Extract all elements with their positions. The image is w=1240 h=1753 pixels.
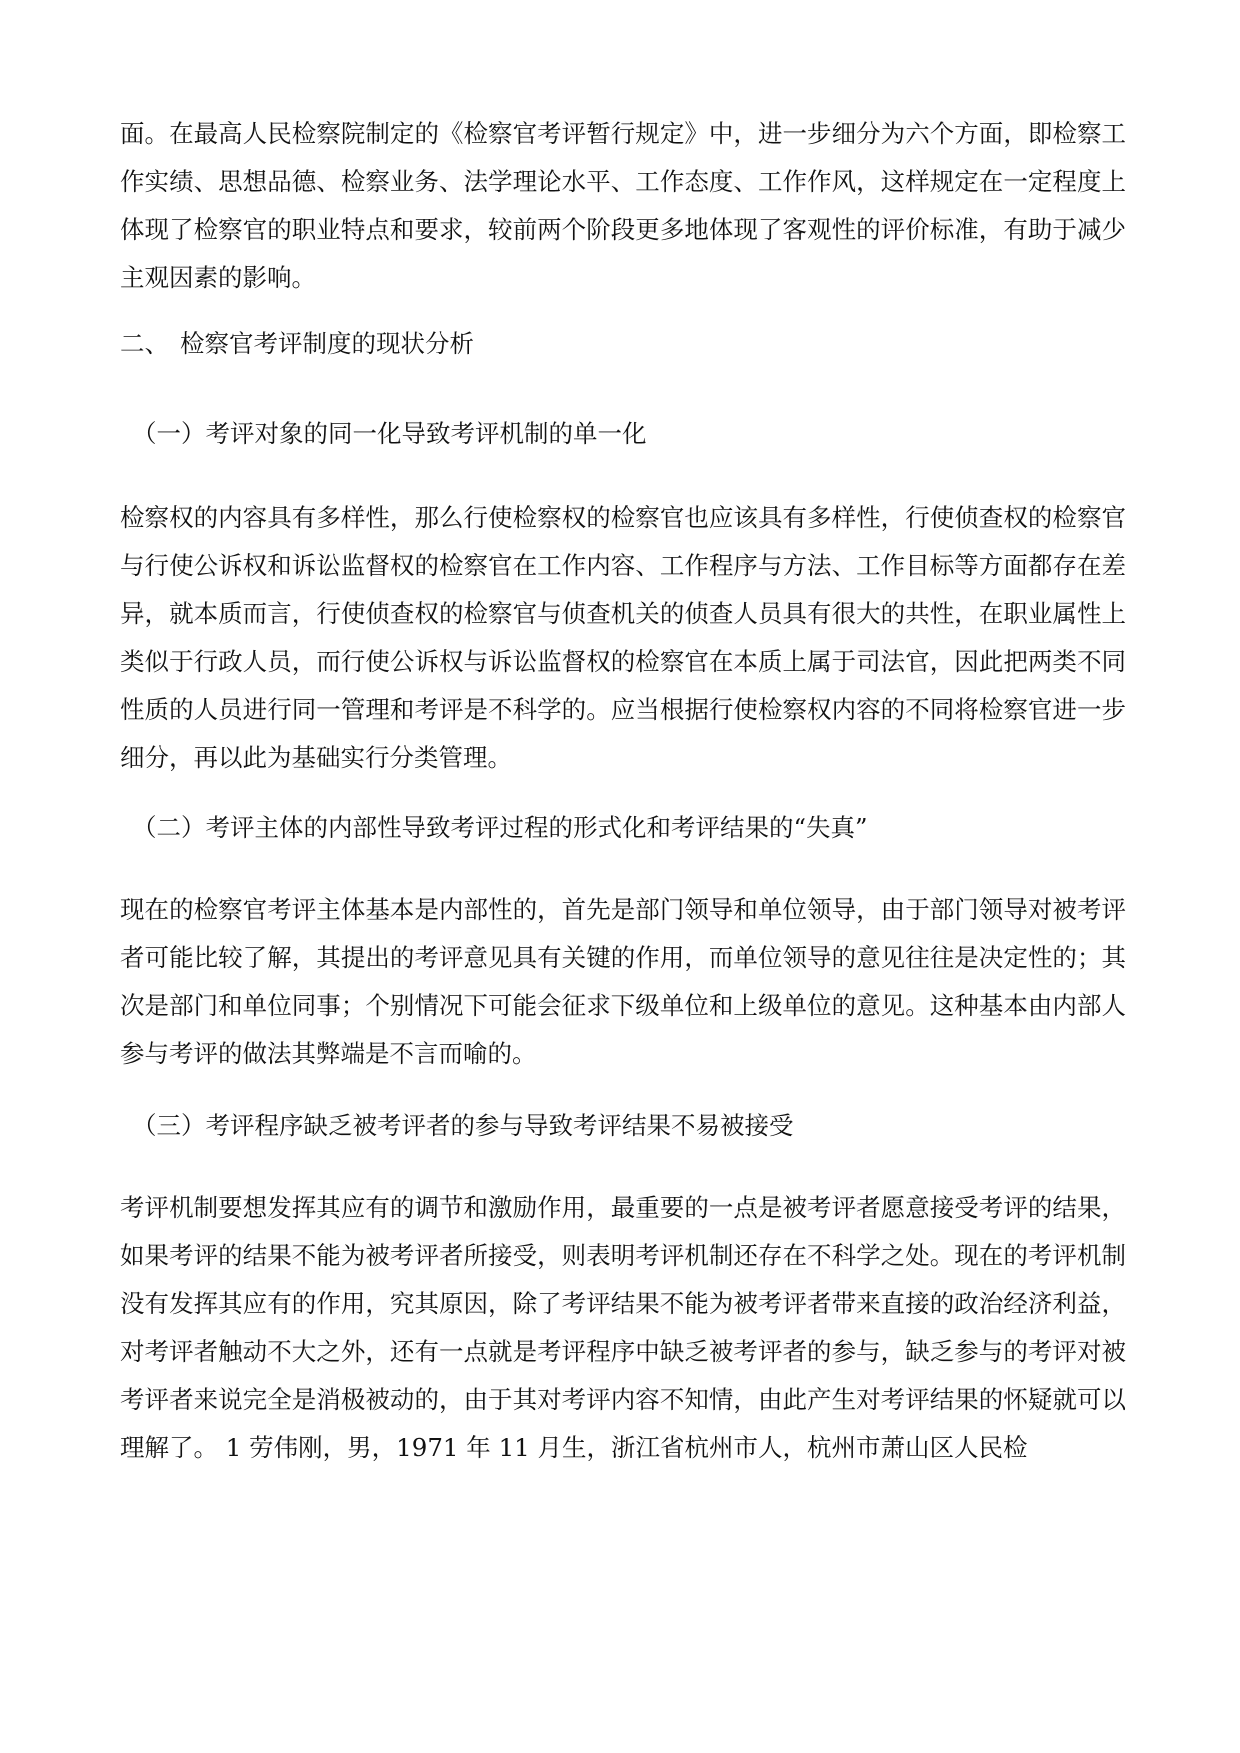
paragraph-subsection-1: 检察权的内容具有多样性，那么行使检察权的检察官也应该具有多样性，行使侦查权的检察官与行使公诉权和诉讼监督权的检察官在工作内容、工作程序与方法、工作目标等方面都存在差异，就本质而言，行使侦查权的检察官与侦查机关的侦查人员具有很大的共性，在职业属性上类似于行政人员，而行使公诉权与诉讼监督权的检察官在本质上属于司法官，因此把两类不同性质的人员进行同一管理和考评是不科学的。应当根据行使检察权内容的不同将检察官进一步细分，再以此为基础实行分类管理。 (120, 503, 1126, 772)
paragraph-intro-continuation: 面。在最高人民检察院制定的《检察官考评暂行规定》中，进一步细分为六个方面，即检察工作实绩、思想品德、检察业务、法学理论水平、工作态度、工作作风，这样规定在一定程度上体现了检察官的职业特点和要求，较前两个阶段更多地体现了客观性的评价标准，有助于减少主观因素的影响。 (120, 119, 1126, 292)
section-title: 检察官考评制度的现状分析 (180, 329, 474, 358)
subsection-heading-1: （一）考评对象的同一化导致考评机制的单一化 (132, 419, 647, 448)
subsection-heading-2: （二）考评主体的内部性导致考评过程的形式化和考评结果的“失真” (132, 813, 868, 842)
section-heading (120, 326, 474, 362)
paragraph-subsection-2: 现在的检察官考评主体基本是内部性的，首先是部门领导和单位领导，由于部门领导对被考评者可能比较了解，其提出的考评意见具有关键的作用，而单位领导的意见往往是决定性的；其次是部门和单位同事；个别情况下可能会征求下级单位和上级单位的意见。这种基本由内部人参与考评的做法其弊端是不言而喻的。 (120, 895, 1126, 1068)
section-number: 二、 (120, 329, 169, 358)
subsection-heading-3: （三）考评程序缺乏被考评者的参与导致考评结果不易被接受 (132, 1111, 794, 1140)
paragraph-subsection-3: 考评机制要想发挥其应有的调节和激励作用，最重要的一点是被考评者愿意接受考评的结果，如果考评的结果不能为被考评者所接受，则表明考评机制还存在不科学之处。现在的考评机制没有发挥其应有的作用，究其原因，除了考评结果不能为被考评者带来直接的政治经济利益，对考评者触动不大之外，还有一点就是考评程序中缺乏被考评者的参与，缺乏参与的考评对被考评者来说完全是消极被动的，由于其对考评内容不知情，由此产生对考评结果的怀疑就可以理解了。 1 劳伟刚，男，1971 年 11 月生，浙江省杭州市人，杭州市萧山区人民检 (120, 1193, 1126, 1462)
